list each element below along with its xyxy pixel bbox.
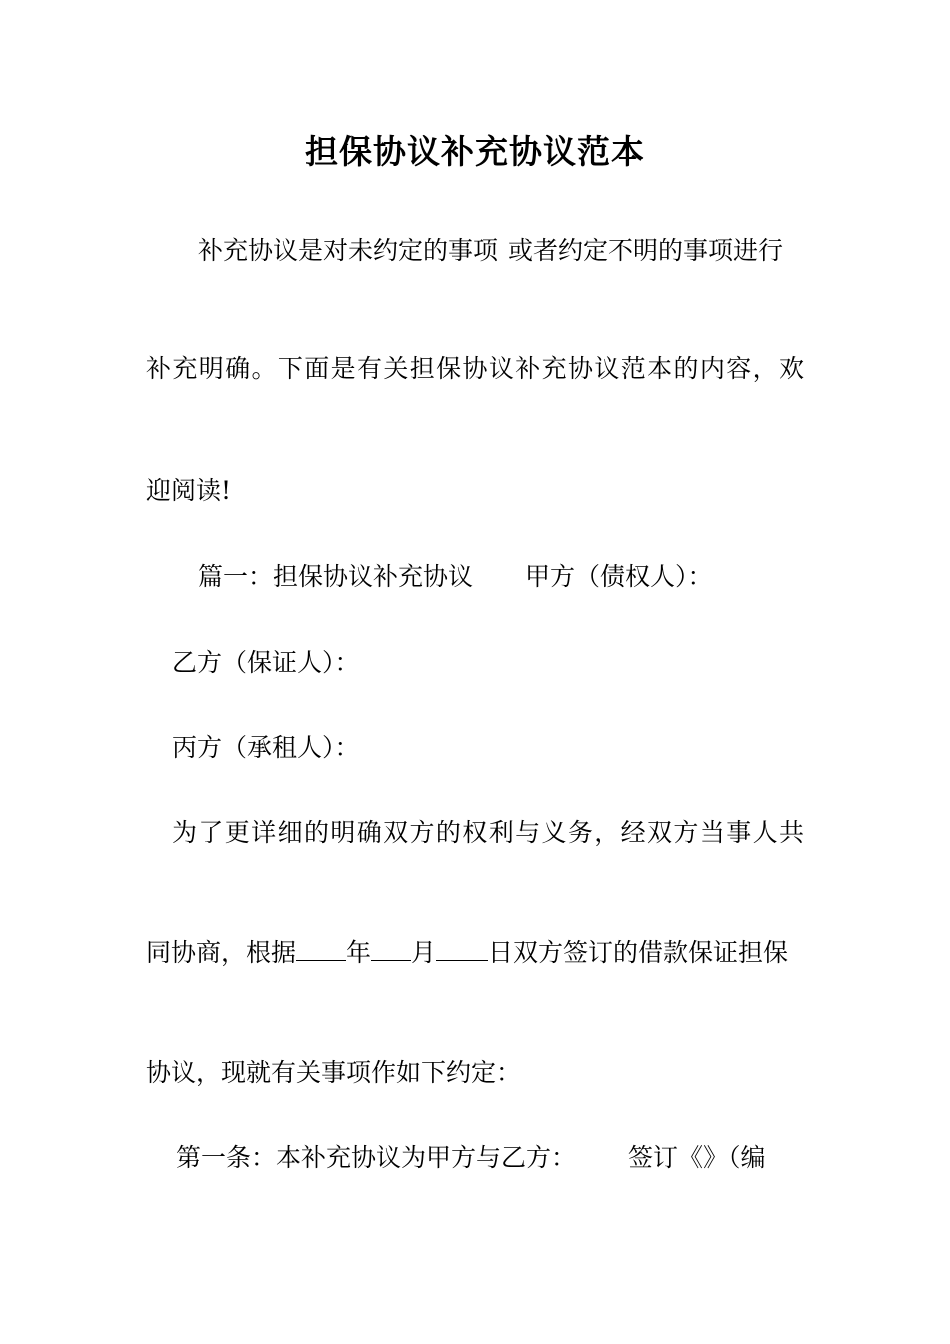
year-label: 年 <box>346 938 372 967</box>
day-blank <box>436 936 488 961</box>
document-title: 担保协议补充协议范本 <box>305 132 645 171</box>
party-c-label: 丙方（承租人）： <box>172 733 360 762</box>
intro-line-2: 补充明确。下面是有关担保协议补充协议范本的内容，欢 <box>146 354 804 383</box>
intro-line-3: 迎阅读! <box>146 476 232 505</box>
article-1-part-a: 第一条：本补充协议为甲方与乙方： <box>176 1143 577 1172</box>
month-blank <box>371 936 411 961</box>
year-blank <box>296 936 346 961</box>
month-label: 月 <box>411 938 437 967</box>
body-line-2-part-a: 同协商，根据 <box>146 938 297 967</box>
body-line-2 <box>146 936 788 970</box>
intro-line-1-part-b: 或者约定不明的事项进行 <box>508 236 784 265</box>
party-b-label: 乙方（保证人）： <box>172 648 360 677</box>
intro-line-1-part-a: 补充协议是对未约定的事项 <box>198 236 499 265</box>
body-line-1: 为了更详细的明确双方的权利与义务，经双方当事人共 <box>172 818 804 847</box>
body-line-2-part-b: 日双方签订的借款保证担保 <box>488 938 789 967</box>
section-heading: 篇一：担保协议补充协议 <box>198 562 474 591</box>
article-1-line <box>176 1141 766 1175</box>
body-line-3: 协议，现就有关事项作如下约定： <box>146 1058 522 1087</box>
section-heading-line <box>198 560 713 594</box>
intro-line-1 <box>198 234 783 268</box>
party-a-label: 甲方（债权人）： <box>525 562 713 591</box>
article-1-part-b: 签订《》（编 <box>628 1143 766 1172</box>
